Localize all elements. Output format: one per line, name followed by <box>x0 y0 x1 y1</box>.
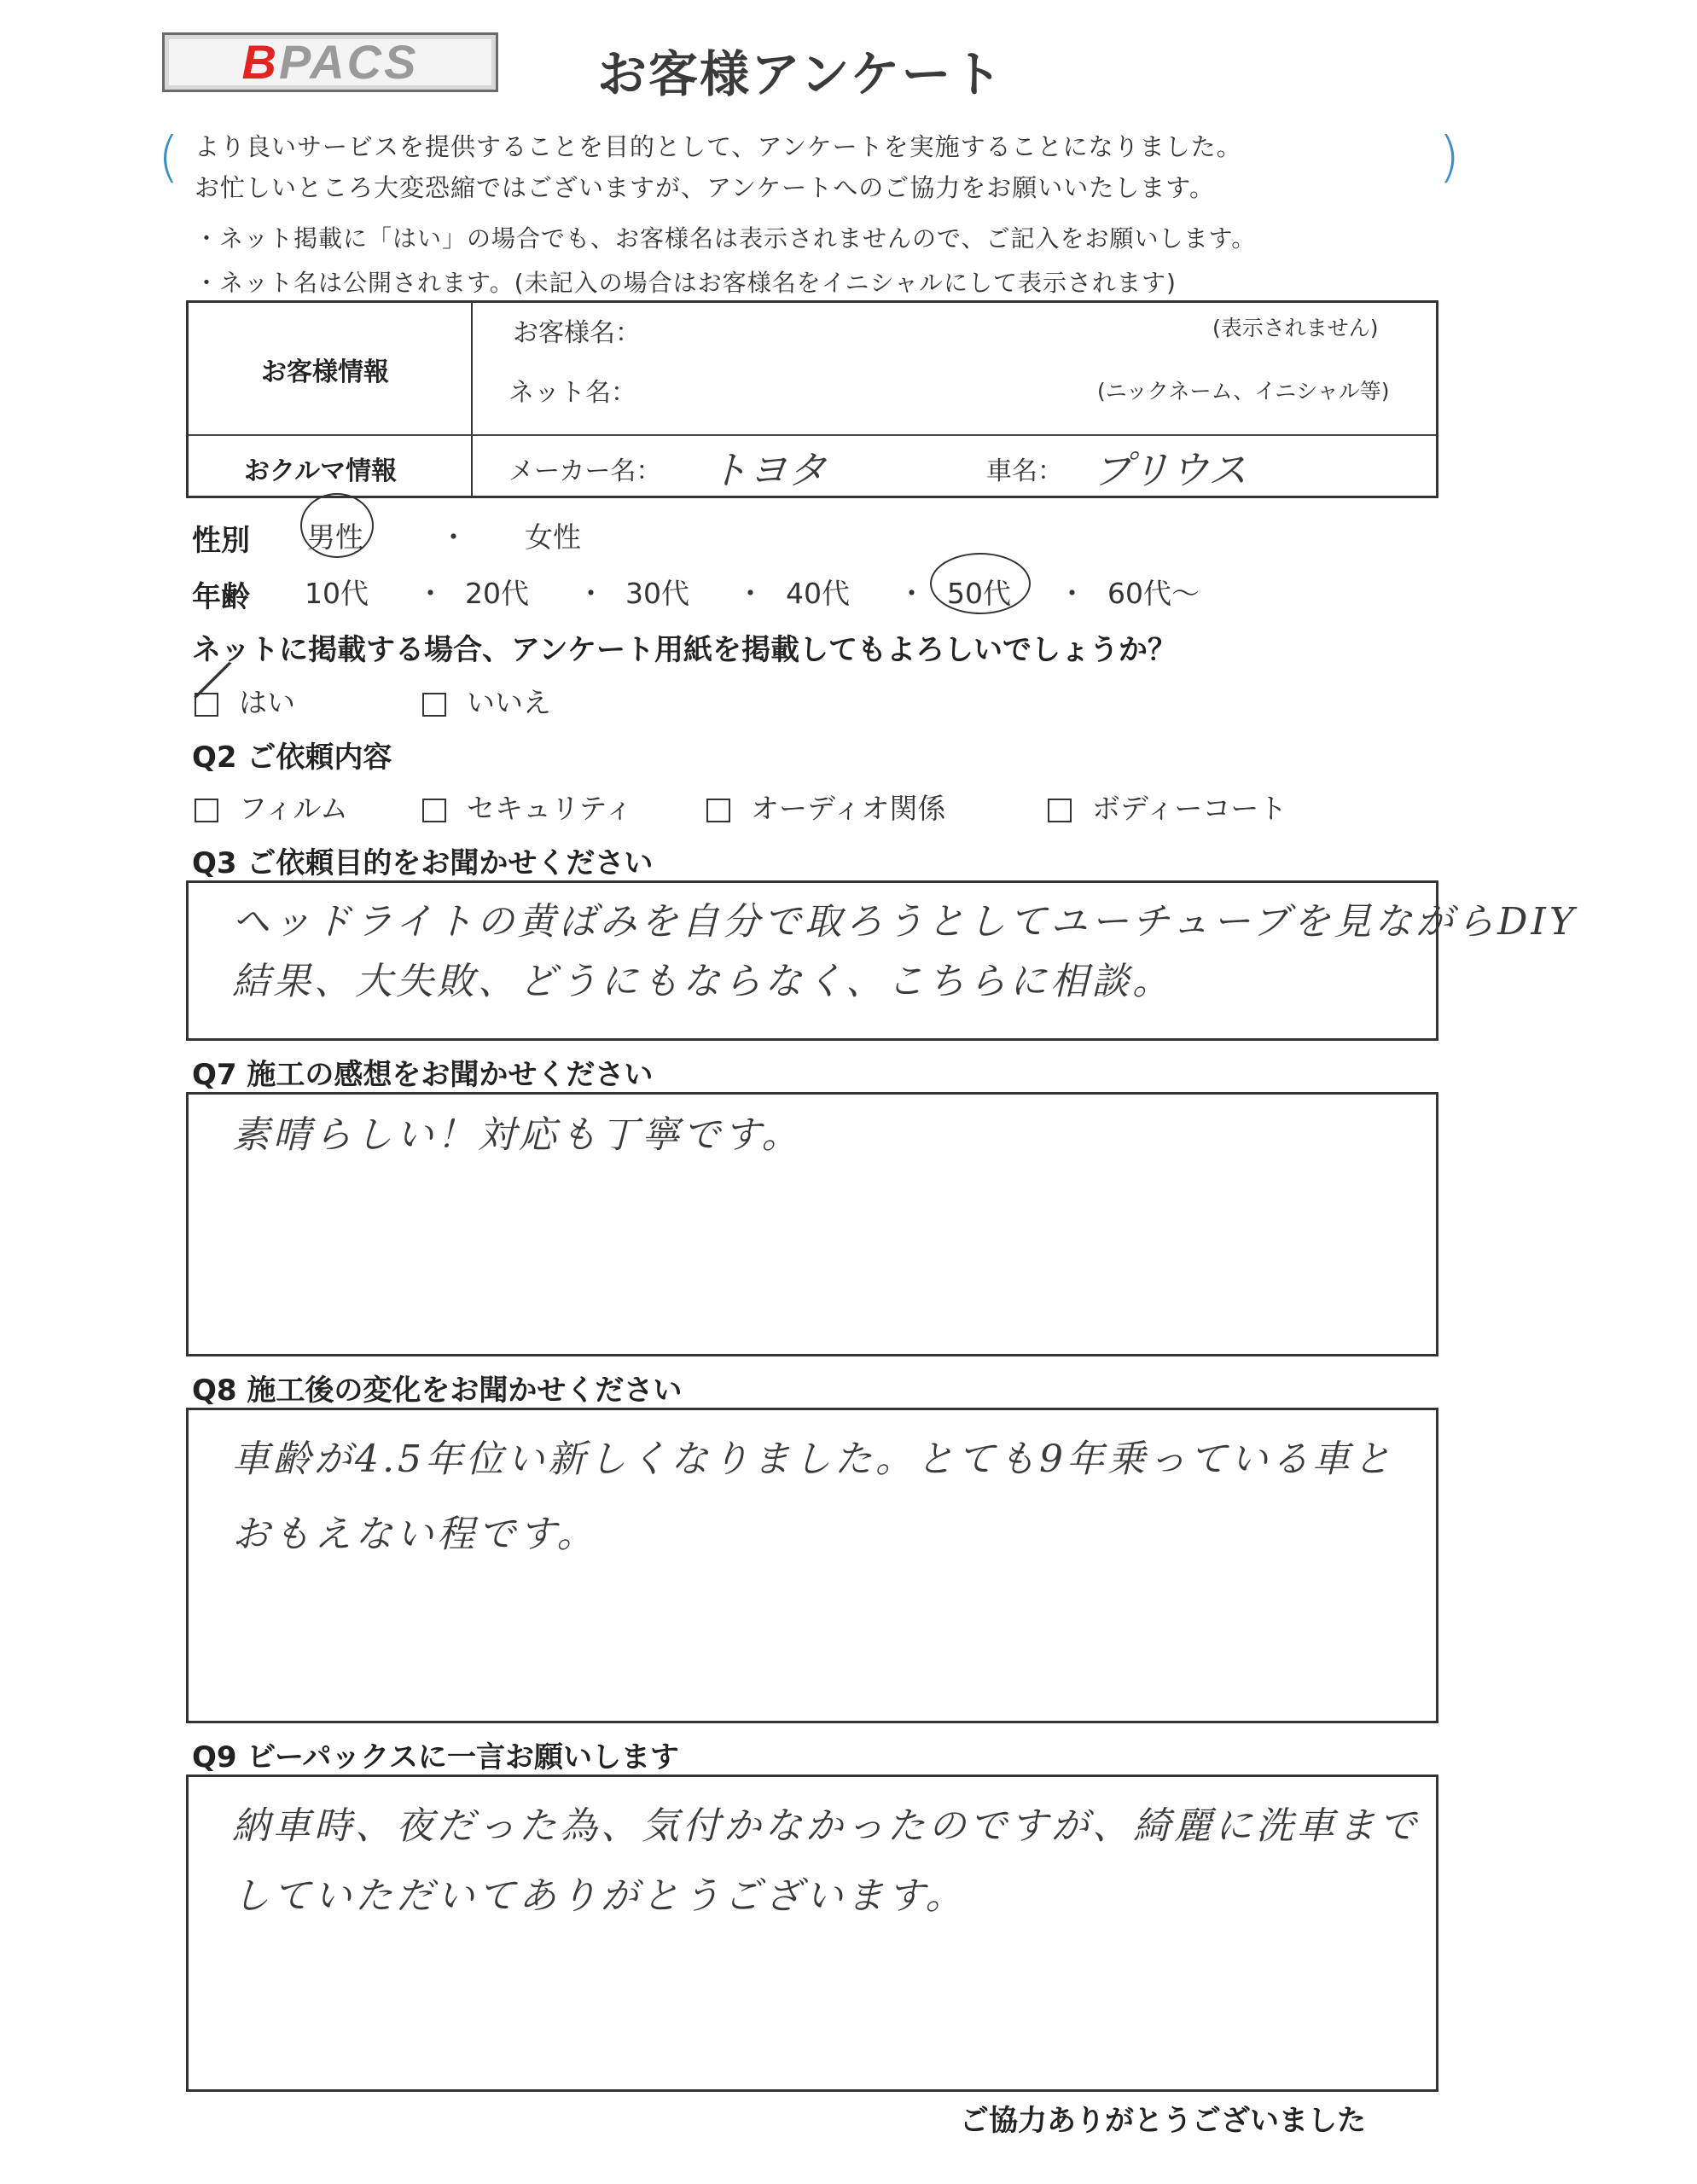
q3-answer-line-1: ヘッドライトの黄ばみを自分で取ろうとしてユーチューブを見ながらDIY <box>232 900 1578 944</box>
publish-yes-label: はい <box>239 686 295 719</box>
q7-answer-line-1: 素晴らしい！対応も丁寧です。 <box>232 1113 803 1157</box>
customer-name-note: (表示されません) <box>1212 316 1379 340</box>
gender-option-female[interactable]: 女性 <box>525 520 581 554</box>
net-name-label: ネット名： <box>509 378 636 408</box>
car-info-label: おクルマ情報 <box>244 456 398 486</box>
left-brace: ( <box>158 126 179 189</box>
bpacs-logo: BPACS <box>162 32 498 92</box>
q2-film-checkbox[interactable] <box>195 799 218 822</box>
footer-thanks: ご協力ありがとうございました <box>960 2104 1366 2138</box>
right-brace: ) <box>1438 126 1460 189</box>
publish-question: ネットに掲載する場合、アンケート用紙を掲載してもよろしいでしょうか？ <box>192 633 1177 667</box>
age-option-60s[interactable]: 60代～ <box>1107 577 1200 610</box>
q8-answer-line-2: おもえない程です。 <box>232 1513 598 1556</box>
age-option-20s[interactable]: 20代 <box>465 577 529 610</box>
q3-answer-line-2: 結果、大失敗、どうにもならなく、こちらに相談。 <box>232 960 1174 1003</box>
table-divider-vertical <box>471 303 473 496</box>
customer-info-label: お客様情報 <box>261 357 389 387</box>
q8-label: Q8 施工後の変化をお聞かせください <box>192 1374 683 1408</box>
age-option-30s[interactable]: 30代 <box>625 577 689 610</box>
age-separator: ・ <box>1058 577 1086 610</box>
publish-no-label: いいえ <box>467 686 551 719</box>
age-separator: ・ <box>577 577 605 610</box>
customer-name-label: お客様名： <box>513 318 641 348</box>
check-mark-icon: ╱ <box>195 656 230 705</box>
q2-body-coat-checkbox[interactable] <box>1048 799 1072 822</box>
q2-audio-label: オーディオ関係 <box>751 792 946 825</box>
q2-body-coat-label: ボディーコート <box>1092 792 1287 825</box>
gender-option-male[interactable]: 男性 <box>307 520 363 554</box>
age-separator: ・ <box>898 577 926 610</box>
net-name-note: (ニックネーム、イニシャル等) <box>1097 379 1390 404</box>
q3-label: Q3 ご依頼目的をお聞かせください <box>192 846 654 880</box>
q9-answer-line-2: していただいてありがとうございます。 <box>232 1874 967 1918</box>
q2-option-audio[interactable] <box>706 787 945 827</box>
note-line-2: ・ネット名は公開されます。(未記入の場合はお客様名をイニシャルにして表示されます) <box>195 269 1177 297</box>
note-line-1: ・ネット掲載に「はい」の場合でも、お客様名は表示されませんので、ご記入をお願いします。 <box>195 224 1257 253</box>
q2-label: Q2 ご依頼内容 <box>192 741 392 775</box>
q2-option-body-coat[interactable] <box>1048 787 1287 827</box>
publish-no-checkbox[interactable] <box>422 693 446 717</box>
q2-option-film[interactable] <box>195 787 348 827</box>
q2-audio-checkbox[interactable] <box>706 799 730 822</box>
q9-answer-line-1: 納車時、夜だった為、気付かなかったのですが、綺麗に洗車まで <box>232 1804 1420 1848</box>
q9-label: Q9 ビーパックスに一言お願いします <box>192 1740 679 1774</box>
car-name-value: プリウス <box>1093 447 1247 493</box>
age-separator: ・ <box>736 577 764 610</box>
gender-separator: ・ <box>439 520 468 554</box>
q2-security-label: セキュリティ <box>467 792 633 825</box>
page-title: お客様アンケート <box>597 45 1004 103</box>
q7-label: Q7 施工の感想をお聞かせください <box>192 1058 654 1092</box>
customer-info-table <box>186 300 1438 498</box>
maker-value: トヨタ <box>709 447 827 493</box>
gender-label: 性別 <box>192 524 250 558</box>
intro-line-2: お忙しいところ大変恐縮ではございますが、アンケートへのご協力をお願いいたします。 <box>195 173 1215 202</box>
table-divider-horizontal <box>189 434 1436 436</box>
car-name-label: 車名： <box>986 456 1063 486</box>
q2-film-label: フィルム <box>239 792 349 825</box>
publish-no-option[interactable] <box>422 681 551 721</box>
maker-label: メーカー名： <box>509 456 662 486</box>
age-separator: ・ <box>416 577 445 610</box>
q2-security-checkbox[interactable] <box>422 799 446 822</box>
q2-option-security[interactable] <box>422 787 633 827</box>
age-label: 年齢 <box>192 580 250 614</box>
intro-line-1: より良いサービスを提供することを目的として、アンケートを実施することになりました。 <box>195 132 1242 161</box>
q8-answer-line-1: 車齢が4.5年位い新しくなりました。とても9年乗っている車と <box>232 1438 1394 1481</box>
age-option-10s[interactable]: 10代 <box>305 577 369 610</box>
age-option-50s[interactable]: 50代 <box>947 577 1011 610</box>
age-option-40s[interactable]: 40代 <box>786 577 850 610</box>
